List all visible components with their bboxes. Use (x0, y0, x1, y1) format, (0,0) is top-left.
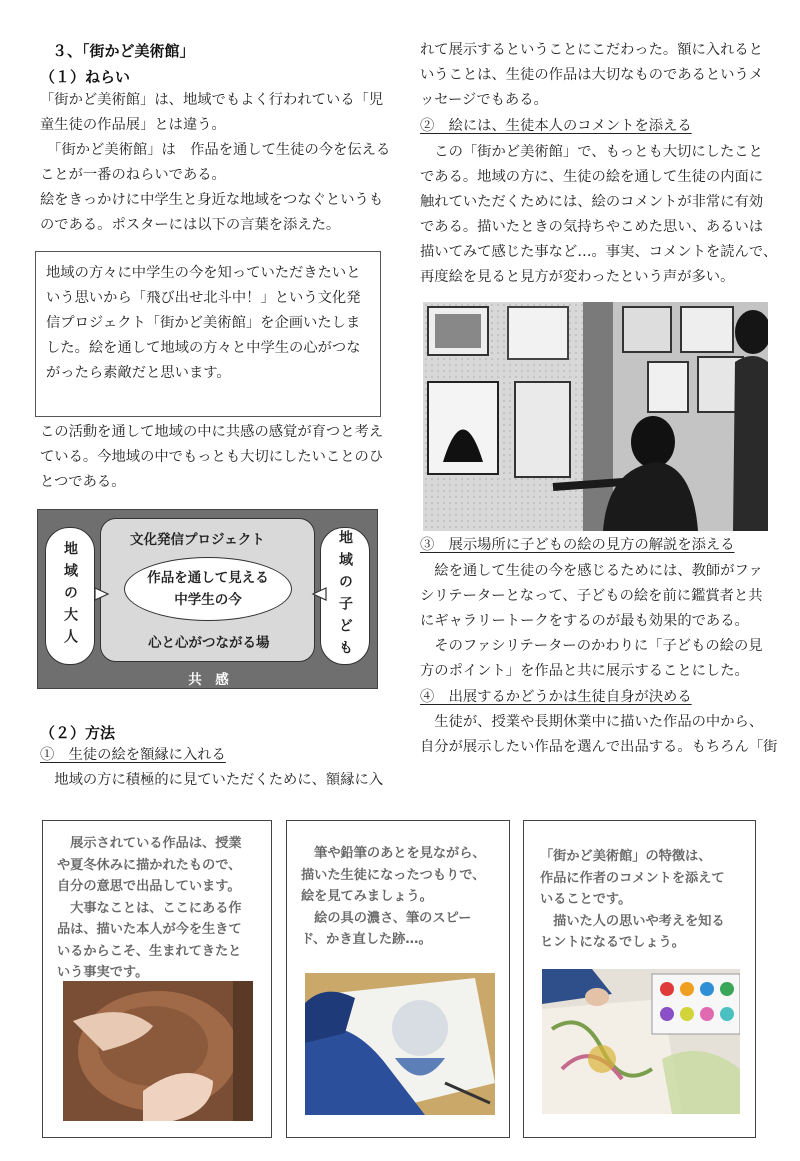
empathy-diagram (37, 509, 378, 689)
diagram-footer-label: 共 感 (188, 672, 229, 688)
card-line: ド、かき直した跡…。 (301, 932, 432, 947)
diagram-center-ellipse (124, 557, 292, 621)
card-line: 絵を見てみましょう。 (301, 889, 433, 904)
paragraph-line: この活動を通して地域の中に共感の感覚が育つと考え (40, 424, 384, 440)
card-line: いう事実です。 (57, 965, 149, 980)
aim-line: 絵をきっかけに中学生と身近な地域をつなぐというも (40, 192, 384, 208)
paragraph-line: 触れていただくためには、絵のコメントが非常に有効 (420, 194, 764, 210)
diagram-top-label: 文化発信プロジェクト (130, 532, 265, 548)
method-item-1-title: ① 生徒の絵を額縁に入れる (40, 747, 226, 763)
gallery-photo (423, 302, 768, 531)
paragraph-line: ッセージでもある。 (420, 92, 548, 108)
aim-line: ことが一番のねらいである。 (40, 167, 226, 183)
method-item-3-text (420, 559, 780, 684)
method-item-4-title: ④ 出展するかどうかは生徒自身が決める (420, 689, 692, 705)
paragraph-line: 地域の方に積極的に見ていただくために、額縁に入 (40, 772, 384, 788)
paragraph-line: れて展示するということにこだわった。額に入れると (420, 42, 763, 58)
method-item-2-text (420, 140, 780, 290)
paragraph-line: 生徒が、授業や長期休業中に描いた作品の中から、 (420, 714, 764, 730)
paragraph-line: である。描いたときの気持ちやこめた思い、あるいは (420, 219, 764, 235)
card-line: いるからこそ、生まれてきたと (57, 943, 242, 959)
poster-message-box (35, 251, 381, 417)
paragraph-line: にギャラリートークをするのが最も効果的である。 (420, 613, 749, 629)
aim-line: 「街かど美術館」は 作品を通して生徒の今を伝える (40, 142, 391, 158)
poster-line: 地域の方々に中学生の今を知っていただきたいと (46, 265, 361, 281)
paragraph-line: いうことは、生徒の作品は大切なものであるというメ (420, 67, 764, 83)
paragraph-line: 自分が展示したい作品を選んで出品する。もちろん「街 (420, 739, 778, 755)
aim-line: 「街かど美術館」は、地域でもよく行われている「児 (40, 92, 384, 108)
poster-line: いう思いから「飛び出せ北斗中！」という文化発 (46, 290, 361, 306)
method-item-4-text (420, 710, 780, 760)
card-line: 作品に作者のコメントを添えて (540, 870, 725, 886)
card-line: いることです。 (540, 892, 632, 907)
after-poster-paragraph (40, 420, 400, 495)
card-line: ヒントになるでしょう。 (540, 935, 685, 950)
watercolor-palette-image (542, 969, 740, 1114)
paragraph-line: とつである。 (40, 474, 126, 490)
method-item-1-text (40, 768, 400, 793)
poster-line: した。絵を通して地域の方々と中学生の心がつな (46, 340, 361, 356)
paragraph-line: 絵を通して生徒の今を感じるためには、教師がファ (420, 563, 763, 579)
continued-paragraph (420, 38, 780, 113)
card-line: 描いた人の思いや考えを知る (540, 913, 725, 929)
info-card-2 (286, 820, 510, 1138)
gallery-photo-image (423, 302, 768, 531)
paragraph-line: 再度絵を見ると見方が変わったという声が多い。 (420, 269, 735, 285)
paragraph-line: 方のポイント」を作品と共に展示することにした。 (420, 663, 749, 679)
aim-paragraph (40, 88, 400, 238)
method-item-2-title: ② 絵には、生徒本人のコメントを添える (420, 118, 692, 134)
aim-line: のである。ポスターには以下の言葉を添えた。 (40, 217, 341, 233)
card-1-text (57, 833, 267, 984)
card-1-photo (63, 981, 253, 1121)
info-card-1 (42, 820, 272, 1138)
center-line: 中学生の今 (174, 592, 242, 608)
paragraph-line: シリテーターとなって、子どもの絵を前に鑑賞者と共 (420, 588, 763, 604)
diagram-bottom-label: 心と心がつながる場 (148, 635, 270, 651)
clay-work-image (63, 981, 253, 1121)
card-line: 大事なことは、ここにある作 (57, 900, 242, 916)
info-card-3 (523, 820, 756, 1138)
card-3-photo (542, 969, 740, 1114)
painting-student-image (305, 973, 495, 1115)
method-item-3-title: ③ 展示場所に子どもの絵の見方の解説を添える (420, 537, 735, 553)
paragraph-line: 描いてみて感じた事など…。事実、コメントを読んで、 (420, 244, 778, 260)
card-line: や夏冬休みに描かれたもので、 (57, 857, 242, 873)
method-heading: （２）方法 (40, 724, 116, 742)
diagram-right-bubble: 地域の子ども (320, 527, 370, 665)
card-line: 筆や鉛筆のあとを見ながら、 (301, 846, 486, 861)
card-line: 「街かど美術館」の特徴は、 (540, 849, 712, 864)
card-2-photo (305, 973, 495, 1115)
card-2-text (301, 843, 506, 951)
paragraph-line: この「街かど美術館」で、もっとも大切にしたこと (420, 144, 763, 160)
card-line: 絵の具の濃さ、筆のスピー (301, 910, 472, 926)
paragraph-line: である。地域の方に、生徒の絵を通して生徒の内面に (420, 169, 764, 185)
center-line: 作品を通して見える (147, 570, 269, 586)
paragraph-line: そのファシリテーターのかわりに「子どもの絵の見 (420, 638, 763, 654)
card-3-text (540, 846, 752, 954)
poster-line: 信プロジェクト「街かど美術館」を企画いたしま (46, 315, 361, 331)
aim-line: 童生徒の作品展」とは違う。 (40, 117, 226, 133)
diagram-left-bubble: 地域の大人 (45, 527, 95, 665)
card-line: 描いた生徒になったつもりで、 (301, 867, 486, 883)
card-line: 自分の意思で出品しています。 (57, 879, 241, 894)
poster-line: がったら素敵だと思います。 (46, 365, 231, 381)
section-title: ３、「街かど美術館」 (52, 42, 195, 60)
paragraph-line: ている。今地域の中でもっとも大切にしたいことのひ (40, 449, 384, 465)
aim-heading: （１）ねらい (40, 68, 131, 86)
card-line: 品は、描いた本人が今を生きて (57, 922, 242, 937)
card-line: 展示されている作品は、授業 (57, 836, 242, 851)
